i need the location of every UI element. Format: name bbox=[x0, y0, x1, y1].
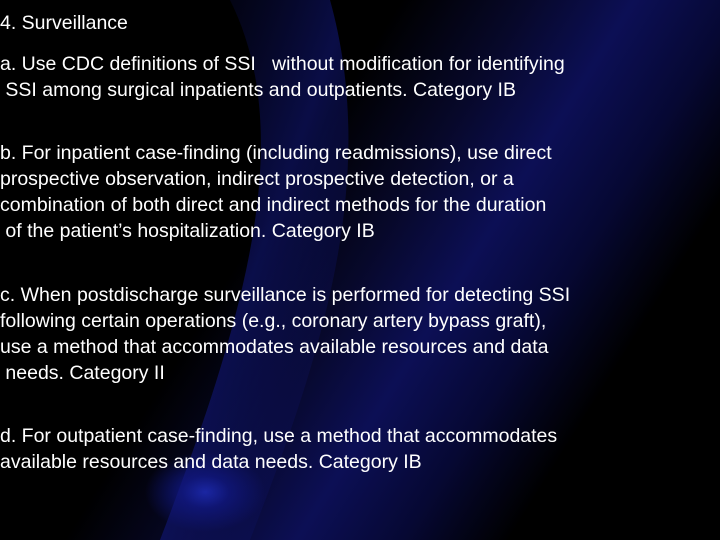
item-d-line-2: available resources and data needs. Category IB bbox=[0, 451, 422, 473]
item-c-line-1: c. When postdischarge surveillance is performed for detecting SSI bbox=[0, 284, 571, 306]
item-c-line-3: use a method that accommodates available resources and data bbox=[0, 336, 549, 358]
item-c-line-2: following certain operations (e.g., coronary artery bypass graft), bbox=[0, 310, 547, 332]
item-b-line-3: combination of both direct and indirect methods for the duration bbox=[0, 194, 547, 216]
item-b-line-4: of the patient’s hospitalization. Category IB bbox=[0, 220, 375, 242]
item-a-line-1: a. Use CDC definitions of SSI without modification for identifying bbox=[0, 53, 565, 75]
item-d-line-1: d. For outpatient case-finding, use a method that accommodates bbox=[0, 425, 558, 447]
item-b-line-2: prospective observation, indirect prospective detection, or a bbox=[0, 168, 514, 190]
item-c-line-4: needs. Category II bbox=[0, 362, 165, 384]
slide-heading: 4. Surveillance bbox=[0, 12, 128, 34]
item-a-line-2: SSI among surgical inpatients and outpatients. Category IB bbox=[0, 79, 516, 101]
item-b-line-1: b. For inpatient case-finding (including readmissions), use direct bbox=[0, 142, 552, 164]
